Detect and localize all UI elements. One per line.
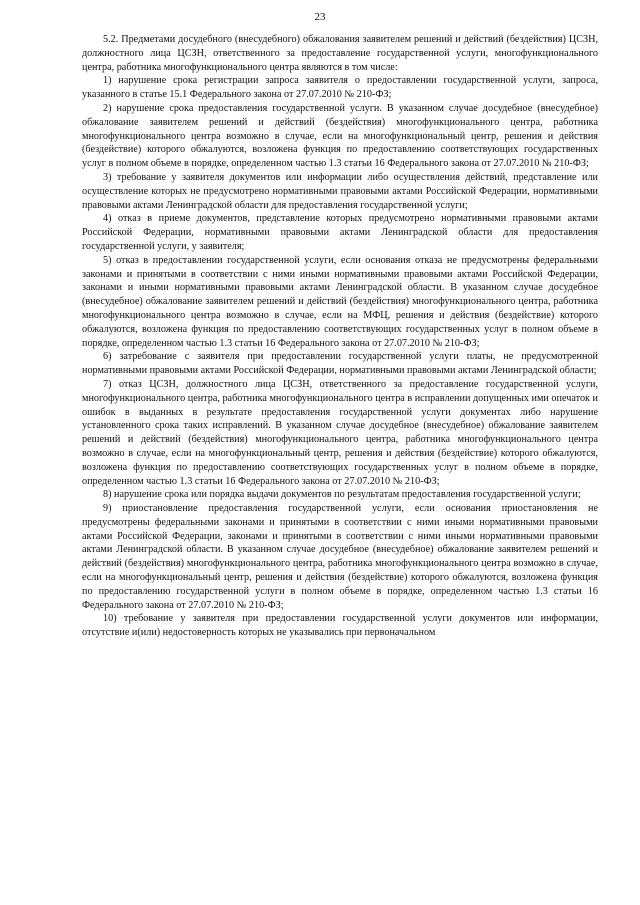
page-number: 23: [314, 11, 326, 23]
paragraph-item-5: 5) отказ в предоставлении государственной услуги, если основания отказа не предусмотрены федеральными законами и принятыми в соответствии с ними иными нормативными правовыми актами Российской Федерации, законами и иными нормативными правовыми актами Ленинградской области. В указанном случае досудебное (внесудебное) обжалование заявителем решений и действий (бездействия) многофункционального центра, работника многофункционального центра возможно в случае, если на МФЦ, решения и действия (бездействие) которого обжалуются, возложена функция по предоставлению соответствующих государственных услуг в полном объеме в порядке, определенном частью 1.3 статьи 16 Федерального закона от 27.07.2010 № 210-ФЗ;: [82, 254, 598, 349]
paragraph-item-10: 10) требование у заявителя при предоставлении государственной услуги документов или информации, отсутствие и(или) недостоверность которых не указывались при первоначальном: [82, 613, 598, 639]
paragraph-item-1: 1) нарушение срока регистрации запроса заявителя о предоставлении государственной услуги, запроса, указанного в статье 15.1 Федерального закона от 27.07.2010 № 210-ФЗ;: [82, 75, 598, 101]
paragraph-5-2-intro: 5.2. Предметами досудебного (внесудебного) обжалования заявителем решений и действий (бездействия) ЦСЗН, должностного лица ЦСЗН, ответственного за предоставление государственной услуги, многофункционального центра, работника многофункционального центра являются в том числе:: [82, 34, 598, 73]
paragraph-item-3: 3) требование у заявителя документов или информации либо осуществления действий, представление или осуществление которых не предусмотрено нормативными правовыми актами Российской Федерации, нормативными правовыми актами Ленинградской области для предоставления государственной услуги;: [82, 171, 598, 211]
paragraph-item-8: 8) нарушение срока или порядка выдачи документов по результатам предоставления государственной услуги;: [103, 489, 581, 501]
paragraph-item-6: 6) затребование с заявителя при предоставлении государственной услуги платы, не предусмотренной нормативными правовыми актами Российской Федерации, нормативными правовыми актами Ленинградской области;: [82, 351, 598, 377]
paragraph-item-7: 7) отказ ЦСЗН, должностного лица ЦСЗН, ответственного за предоставление государственной услуги, многофункционального центра, работника многофункционального центра в исправлении допущенных ими опечаток и ошибок в выданных в результате предоставления государственной услуги документах либо нарушение установленного срока таких исправлений. В указанном случае досудебное (внесудебное) обжалование заявителем решений и действий (бездействия) многофункционального центра, работника многофункционального центра возможно в случае, если на многофункциональный центр, решения и действия (бездействие) которого обжалуются, возложена функция по предоставлению соответствующих государственных услуг в полном объеме в порядке, определенном частью 1.3 статьи 16 Федерального закона от 27.07.2010 № 210-ФЗ;: [82, 378, 598, 487]
paragraph-item-4: 4) отказ в приеме документов, представление которых предусмотрено нормативными правовыми актами Российской Федерации, нормативными правовыми актами Ленинградской области для предоставления государственной услуги, у заявителя;: [82, 213, 598, 252]
paragraph-item-2: 2) нарушение срока предоставления государственной услуги. В указанном случае досудебное (внесудебное) обжалование заявителем решений и действий (бездействия) многофункционального центра, работника многофункционального центра возможно в случае, если на многофункциональный центр, решения и действия (бездействие) которого обжалуются, возложена функция по предоставлению соответствующих государственных услуг в полном объеме в порядке, определенном частью 1.3 статьи 16 Федерального закона от 27.07.2010 № 210-ФЗ;: [82, 102, 598, 170]
paragraph-item-9: 9) приостановление предоставления государственной услуги, если основания приостановления не предусмотрены федеральными законами и принятыми в соответствии с ними иными нормативными правовыми актами Российской Федерации, законами и принятыми в соответствии с ними иными нормативными правовыми актами Ленинградской области. В указанном случае досудебное (внесудебное) обжалование заявителем решений и действий (бездействия) многофункционального центра, работника многофункционального центра возможно в случае, если на многофункциональный центр, решения и действия (бездействие) которого обжалуются, возложена функция по предоставлению государственной услуги в полном объеме в порядке, определенном частью 1.3 статьи 16 Федерального закона от 27.07.2010 № 210-ФЗ;: [82, 503, 598, 611]
document-body: [82, 33, 598, 640]
